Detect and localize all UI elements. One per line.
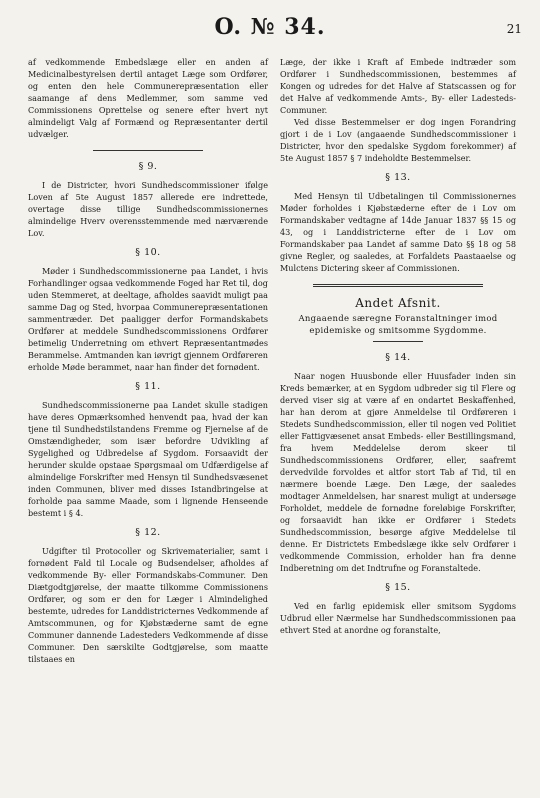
page-title: O. № 34. <box>214 14 326 40</box>
section-heading-15: § 15. <box>385 582 411 593</box>
paragraph-continued: af vedkommende Embedslæge eller en anden af Medicinalbestyrelsen dertil antaget Læge som Ordfører, og enten den hele Communerepræsentation eller saamange af dens Medlemmer, som samme ved Commissionens Oprettelse og senere efter hvert nyt almindeligt Valg af Formænd og Repræsentanter dertil udvælger. <box>28 57 268 139</box>
section-heading-10: § 10. <box>135 247 161 258</box>
paragraph: Ved disse Bestemmelser er dog ingen Forandring gjort i de i Lov (angaaende Sundhedscommissioner i Districter, hvor den spedalske Sygdom forekommer) af 5te August 1857 § 7 indeholdte Bestemmelser. <box>280 117 516 163</box>
page-header <box>0 14 540 44</box>
paragraph-section-15: Ved en farlig epidemisk eller smitsom Sygdoms Udbrud eller Nærmelse har Sundhedscommissionen paa ethvert Sted at anordne og foranstalte, <box>280 601 516 635</box>
section-heading-12: § 12. <box>135 527 161 538</box>
section-heading-13: § 13. <box>385 172 411 183</box>
paragraph-section-14: Naar nogen Huusbonde eller Huusfader inden sin Kreds bemærker, at en Sygdom udbreder sig til Flere og derved viser sig at være af en ondartet Beskaffenhed, har han derom at gjøre Anmeldelse til Ordføreren i Stedets Sundhedscommission, eller til nogen ved Politiet eller Fattigvæsenet ansat Embeds- eller Bestillingsmand, fra hvem Meddelelse derom skeer til Sundhedscommissionens Ordfører, eller, saafremt dervedvilde forvoldes et altfor stort Tab af Tid, til en nærmere boende Læge. Den Læge, der saaledes modtager Anmeldelsen, har snarest muligt at undersøge Forholdet, meddele de fornødne foreløbige Forskrifter, og forsaavidt han ikke er Ordfører i Stedets Sundhedscommission, besørge afgive Meddelelse til denne. Er Districtets Embedslæge ikke selv Ordfører i vedkommende Commission, erholder han fra denne Indberetning om det Indtrufne og Foranstaltede. <box>280 371 516 573</box>
part-subtitle: Angaaende særegne Foranstaltninger imod epidemiske og smitsomme Sygdomme. <box>298 314 498 336</box>
part-underline <box>373 341 423 342</box>
paragraph-continued: Læge, der ikke i Kraft af Embede indtræder som Ordfører i Sundhedscommissionen, bestemmes af Kongen og udredes for det Halve af Statscassen og for det Halve af vedkommende Amts-, By- eller Ladesteds-Communer. <box>280 57 516 115</box>
section-divider <box>93 150 203 151</box>
paragraph-section-9: I de Districter, hvori Sundhedscommissioner ifølge Loven af 5te August 1857 allerede ere indrettede, overtage disse tillige Sundhedscommissionernes almindelige Hverv overensstemmende med nærværende Lov. <box>28 180 268 238</box>
part-title: Andet Afsnit. <box>355 296 441 310</box>
paragraph-section-11: Sundhedscommissionerne paa Landet skulle stadigen have deres Opmærksomhed henvendt paa, hvad der kan tjene til Sundhedstilstandens Fremme og Fjernelse af de Omstændigheder, som især befordre Udvikling af Sygelighed og Udbredelse af Sygdom. Forsaavidt der herunder skulde opstaae Spørgsmaal om Udfærdigelse af almindelige Forskrifter med Hensyn til Sundhedsvæsenet inden Communen, bliver med disses Istandbringelse at forholde paa samme Maade, som i lignende Henseende bestemt i § 4. <box>28 400 268 518</box>
section-heading-9: § 9. <box>138 161 158 172</box>
page-number: 21 <box>506 22 522 36</box>
section-heading-14: § 14. <box>385 352 411 363</box>
section-heading-11: § 11. <box>135 381 161 392</box>
paragraph-section-13: Med Hensyn til Udbetalingen til Commissionernes Møder forholdes i Kjøbstæderne efter de i Lov om Formandskaber vedtagne af 14de Januar 1837 §§ 15 og 43, og i Landdistricterne efter de i Lov om Formandskaber paa Landet af samme Dato §§ 18 og 58 givne Regler, og saaledes, at Forfaldets Paastaaelse og Mulctens Dictering skeer af Commissionen. <box>280 191 516 273</box>
paragraph-section-10: Møder i Sundhedscommissionerne paa Landet, i hvis Forhandlinger ogsaa vedkommende Foged har Ret til, dog uden Stemmeret, at deeltage, afholdes saavidt muligt paa samme Dag og Sted, hvorpaa Communerepræsentationen sammentræder. Det paaligger derfor Formandskabets Ordfører at meddele Sundhedscommissionens Ordfører betimelig Underretning om ethvert Repræsentantmødes Berammelse. Amtmanden kan iøvrigt gjennem Ordføreren erholde Møde berammet, naar han finder det fornødent. <box>28 266 268 372</box>
right-column <box>280 56 516 636</box>
left-column <box>28 56 268 665</box>
paragraph-section-12: Udgifter til Protocoller og Skrivematerialier, samt i fornødent Fald til Locale og Budsendelser, afholdes af vedkommende By- eller Formandskabs-Communer. Den Diætgodtgjørelse, der maatte tilkomme Commissionens Ordfører, og som er den for Læger i Almindelighed bestemte, udredes for Landdistricternes Vedkommende af Amtscommunen, og for Kjøbstæderne samt de egne Communer dannende Ladesteders Vedkommende af disse Communer. Den særskilte Godtgjørelse, som maatte tilstaaes en <box>28 546 268 664</box>
part-divider <box>313 284 483 287</box>
